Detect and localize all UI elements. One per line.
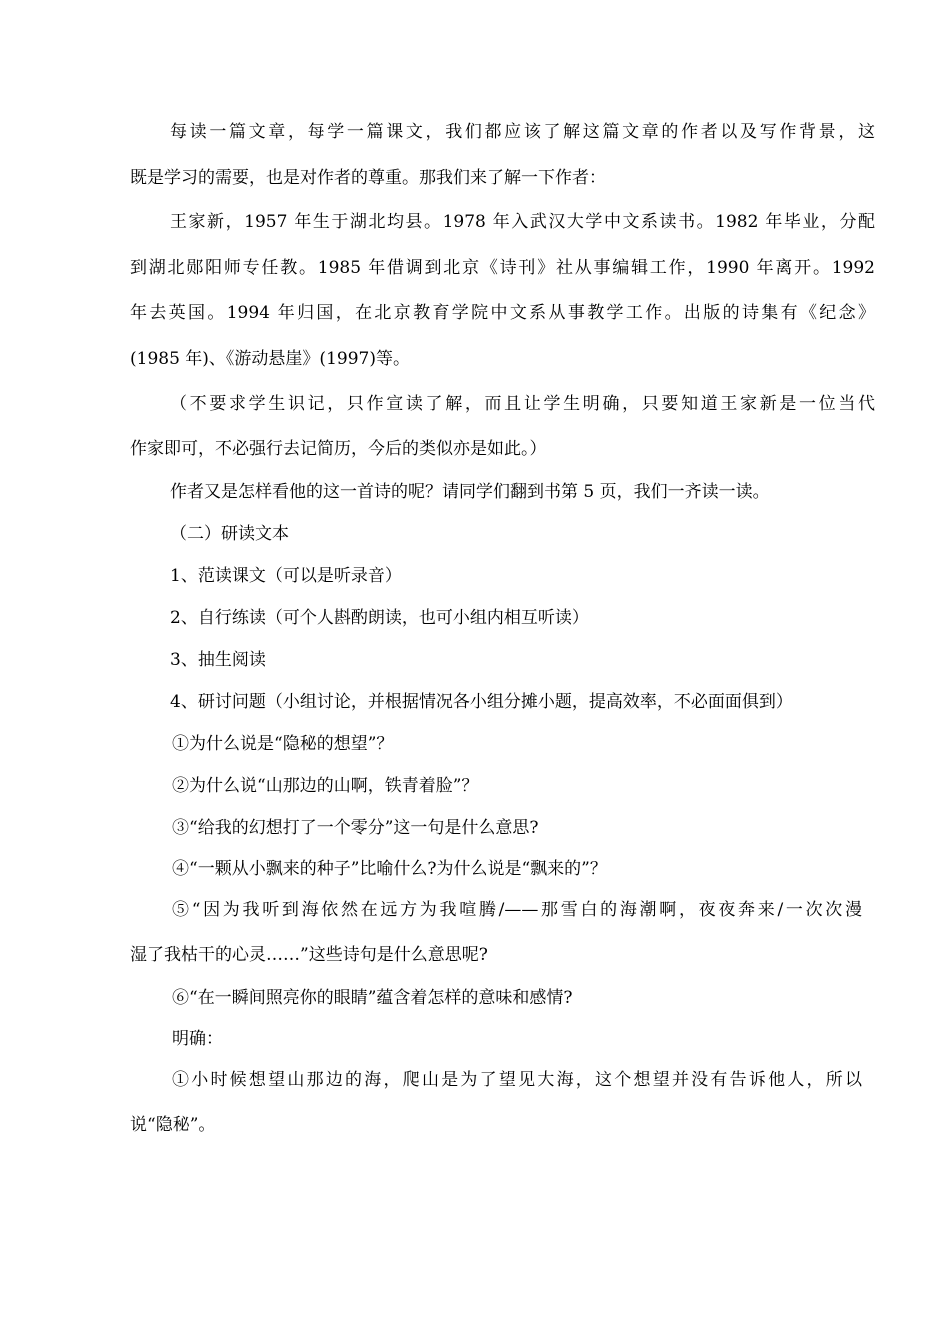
question-3: ③“给我的幻想打了一个零分”这一句是什么意思?	[172, 818, 539, 838]
question-1: ①为什么说是“隐秘的想望”？	[172, 734, 394, 754]
answer-1-line-1: ①小时候想望山那边的海，爬山是为了望见大海，这个想望并没有告诉他人，所以	[172, 1070, 862, 1090]
answer-heading: 明确：	[172, 1029, 223, 1049]
teacher-note-line-2: 作家即可，不必强行去记简历，今后的类似亦是如此。）	[130, 439, 547, 459]
teacher-note-line-1: （不要求学生识记，只作宣读了解，而且让学生明确，只要知道王家新是一位当代	[170, 394, 875, 414]
paragraph-intro-line-1: 每读一篇文章，每学一篇课文，我们都应该了解这篇文章的作者以及写作背景，这	[170, 122, 875, 142]
step-item-4: 4、研讨问题（小组讨论，并根据情况各小组分摊小题，提高效率，不必面面俱到）	[170, 692, 793, 712]
transition-sentence: 作者又是怎样看他的这一首诗的呢？请同学们翻到书第 5 页，我们一齐读一读。	[170, 482, 770, 502]
step-item-3: 3、抽生阅读	[170, 650, 266, 670]
question-5-line-2: 湿了我枯干的心灵……”这些诗句是什么意思呢?	[130, 945, 488, 965]
question-4: ④“一颗从小飘来的种子”比喻什么?为什么说是“飘来的”？	[172, 859, 607, 879]
author-bio-line-1: 王家新，1957 年生于湖北均县。1978 年入武汉大学中文系读书。1982 年毕业，分配	[170, 212, 875, 232]
author-bio-line-4: (1985 年)、《游动悬崖》(1997)等。	[130, 349, 410, 369]
step-item-2: 2、自行练读（可个人斟酌朗读，也可小组内相互听读）	[170, 608, 589, 628]
question-5-line-1: ⑤“因为我听到海依然在远方为我喧腾/——那雪白的海潮啊，夜夜奔来/一次次漫	[172, 900, 862, 920]
paragraph-intro-line-2: 既是学习的需要，也是对作者的尊重。那我们来了解一下作者：	[130, 168, 606, 188]
section-heading: （二）研读文本	[170, 524, 289, 544]
author-bio-line-2: 到湖北郧阳师专任教。1985 年借调到北京《诗刊》社从事编辑工作，1990 年离开。1992	[130, 258, 875, 278]
question-2: ②为什么说“山那边的山啊，铁青着脸”？	[172, 776, 479, 796]
step-item-1: 1、范读课文（可以是听录音）	[170, 566, 402, 586]
author-bio-line-3: 年去英国。1994 年归国，在北京教育学院中文系从事教学工作。出版的诗集有《纪念》	[130, 303, 875, 323]
answer-1-line-2: 说“隐秘”。	[130, 1115, 216, 1135]
question-6: ⑥“在一瞬间照亮你的眼睛”蕴含着怎样的意味和感情?	[172, 988, 573, 1008]
